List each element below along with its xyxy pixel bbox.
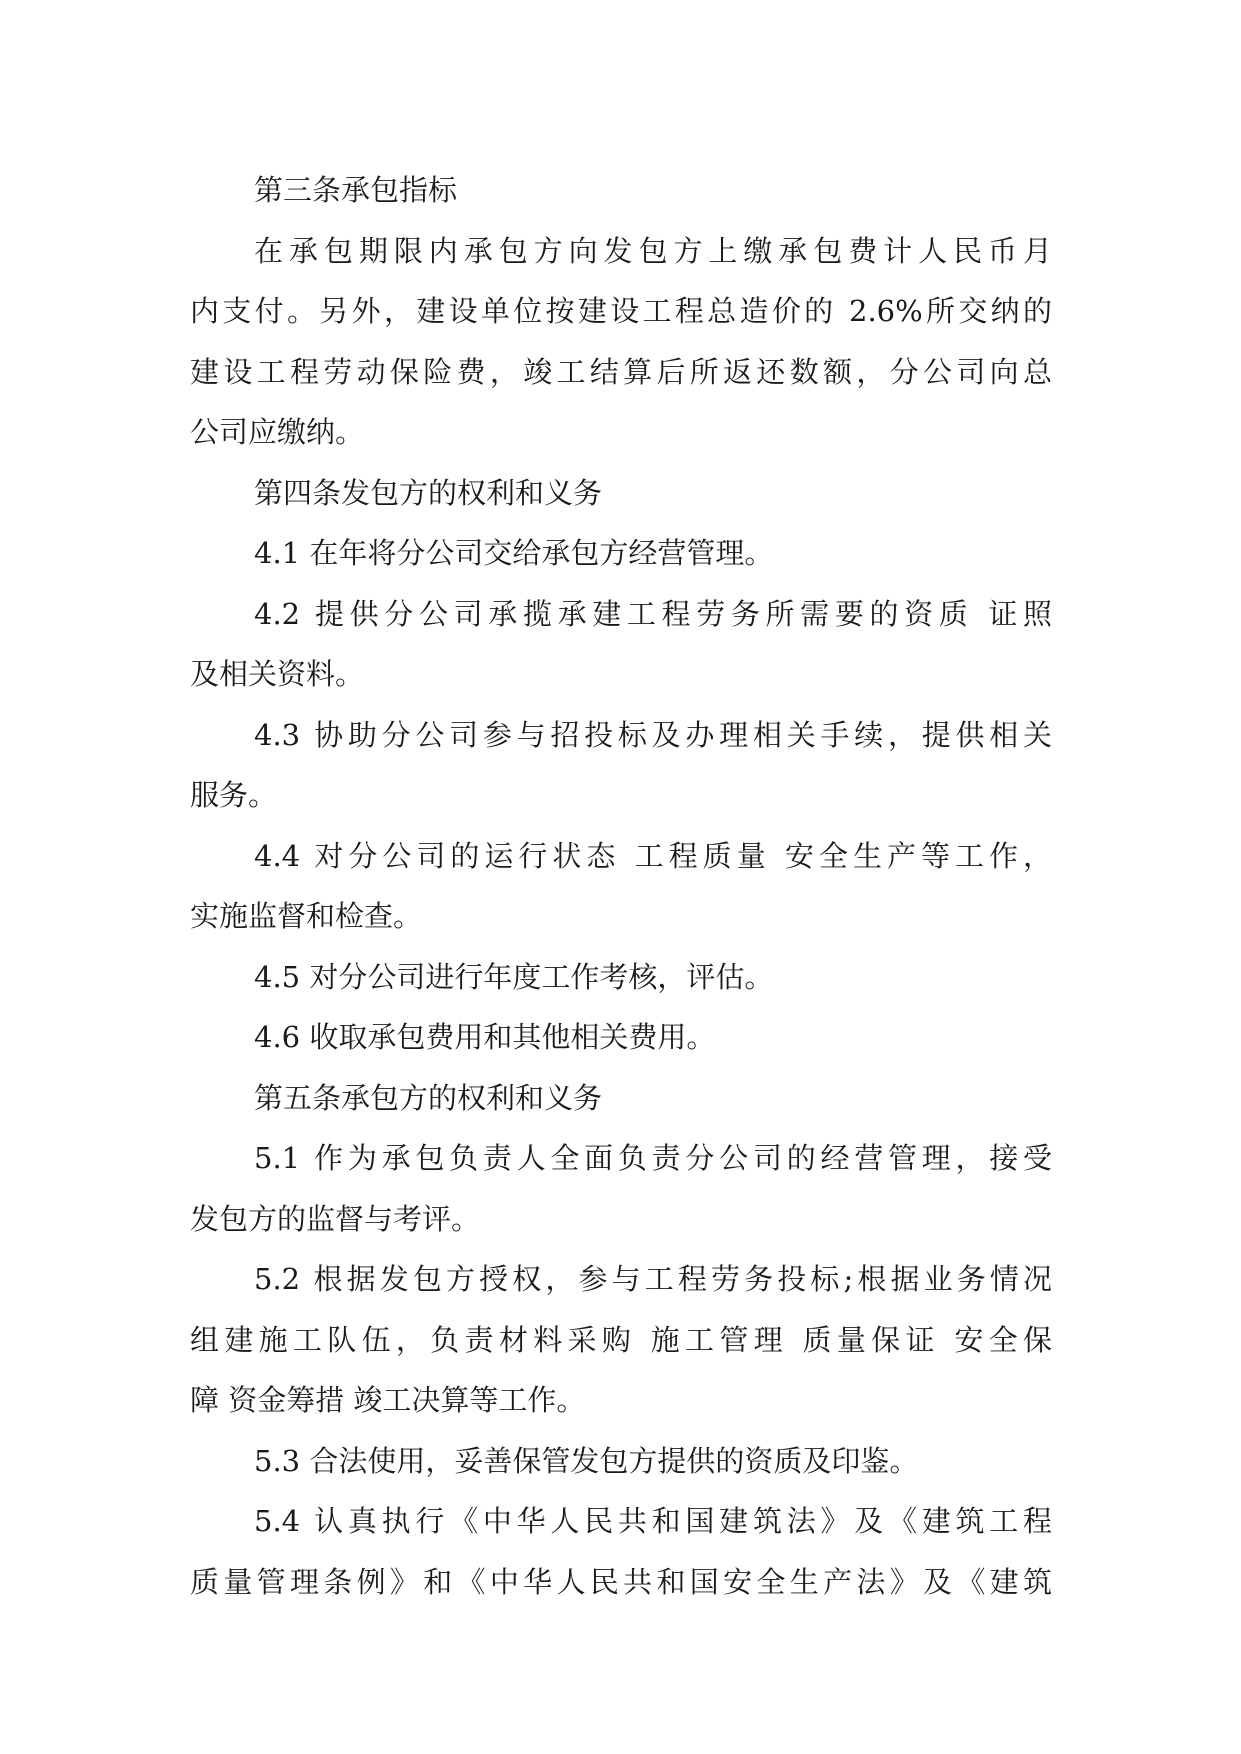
paragraph-line: 质量管理条例》和《中华人民共和国安全生产法》及《建筑 (190, 1564, 1052, 1599)
paragraph-line: 在承包期限内承包方向发包方上缴承包费计人民币月 (254, 233, 1052, 268)
paragraph-line: 内支付。另外，建设单位按建设工程总造价的 2.6%所交纳的 (190, 294, 1052, 328)
clause-4-4: 4.4 对分公司的运行状态 工程质量 安全生产等工作， (254, 838, 1052, 873)
clause-5-4: 5.4 认真执行《中华人民共和国建筑法》及《建筑工程 (254, 1504, 1052, 1538)
document-body (190, 160, 1052, 1612)
paragraph-line: 公司应缴纳。 (190, 415, 365, 449)
clause-4-2: 4.2 提供分公司承揽承建工程劳务所需要的资质 证照 (254, 596, 1052, 631)
clause-4-3: 4.3 协助分公司参与招投标及办理相关手续，提供相关 (254, 717, 1052, 752)
clause-5-3: 5.3 合法使用，妥善保管发包方提供的资质及印鉴。 (254, 1443, 919, 1478)
paragraph-line: 障 资金筹措 竣工决算等工作。 (190, 1383, 586, 1417)
paragraph-line: 服务。 (190, 778, 278, 812)
clause-5-1: 5.1 作为承包负责人全面负责分公司的经营管理，接受 (254, 1141, 1052, 1175)
article-3-heading: 第三条承包指标 (254, 173, 458, 207)
paragraph-line: 组建施工队伍，负责材料采购 施工管理 质量保证 安全保 (190, 1322, 1052, 1357)
paragraph-line: 发包方的监督与考评。 (190, 1201, 481, 1236)
clause-4-1: 4.1 在年将分公司交给承包方经营管理。 (254, 536, 774, 570)
clause-4-5: 4.5 对分公司进行年度工作考核，评估。 (254, 959, 774, 994)
paragraph-line: 实施监督和检查。 (190, 899, 423, 933)
article-4-heading: 第四条发包方的权利和义务 (254, 475, 603, 510)
clause-5-2: 5.2 根据发包方授权，参与工程劳务投标;根据业务情况 (254, 1262, 1052, 1296)
paragraph-line: 及相关资料。 (190, 657, 365, 691)
clause-4-6: 4.6 收取承包费用和其他相关费用。 (254, 1020, 716, 1054)
article-5-heading: 第五条承包方的权利和义务 (254, 1080, 603, 1115)
paragraph-line: 建设工程劳动保险费，竣工结算后所返还数额，分公司向总 (190, 354, 1052, 389)
